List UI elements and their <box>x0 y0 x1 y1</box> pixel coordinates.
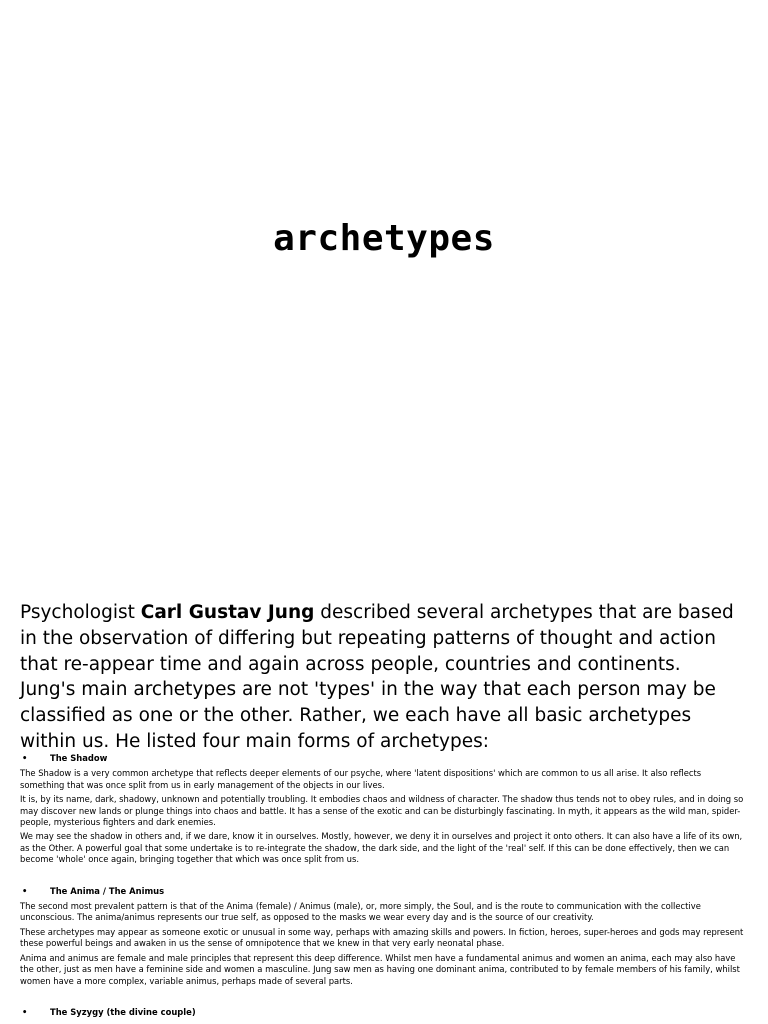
shadow-paragraph: We may see the shadow in others and, if we dare, know it in ourselves. Mostly, however, we deny it in ourselves and project it onto others. It can also have a life of its own, as the Other. A powerful goal that some undertake is to re-integrate the shadow, the dark side, and the light of the 'real' self. If this can be done effectively, then we can become 'whole' once again, bringing together that which was once split from us. <box>20 831 743 865</box>
bullet-icon: • <box>22 753 28 763</box>
section-spacer <box>20 990 748 1007</box>
intro-text <box>20 600 752 755</box>
intro-paragraph-2: Jung's main archetypes are not 'types' in the way that each person may be classified as one or the other. Rather, we each have all basic archetypes within us. He listed four main forms of archetypes: <box>20 679 716 752</box>
bullet-icon: • <box>22 1006 28 1017</box>
shadow-paragraph: The Shadow is a very common archetype that reflects deeper elements of our psyche, where 'latent dispositions' which are common to us all arise. It also reflects something that was once split from us in early management of the objects in our lives. <box>20 768 702 790</box>
section-heading-label: The Anima / The Animus <box>50 885 165 896</box>
section-spacer <box>20 869 748 886</box>
anima-paragraph: The second most prevalent pattern is that of the Anima (female) / Animus (male), or, more simply, the Soul, and is the route to communication with the collective unconscious. The anima/animus represents our true self, as opposed to the masks we wear every day and is the source of our creativity. <box>20 901 701 923</box>
section-heading-label: The Shadow <box>50 753 108 763</box>
intro-rest: described several archetypes that are based in the observation of differing but repeating patterns of thought and action that re-appear time and again across people, countries and continents. <box>20 602 734 675</box>
section-heading-anima-animus <box>20 886 748 897</box>
shadow-paragraph: It is, by its name, dark, shadowy, unknown and potentially troubling. It embodies chaos and wildness of character. The shadow thus tends not to obey rules, and in doing so may discover new lands or plunge things into chaos and battle. It has a sense of the exotic and can be disturbingly fascinating. In myth, it appears as the wild man, spider-people, mysterious fighters and dark enemies. <box>20 794 744 828</box>
intro-paragraph-1 <box>20 600 752 677</box>
anima-paragraph: Anima and animus are female and male principles that represent this deep difference. Whilst men have a fundamental animus and women an anima, each may also have the other, just as men have a feminine side and women a masculine. Jung saw men as having one dominant anima, contributed to by female members of his family, whilst women have a more complex, variable animus, perhaps made of several parts. <box>20 952 740 986</box>
section-heading-label: The Syzygy (the divine couple) <box>50 1006 196 1017</box>
slide-title: archetypes <box>273 218 495 259</box>
author-name: Carl Gustav Jung <box>140 602 315 623</box>
section-heading-shadow <box>20 753 748 764</box>
anima-paragraph: These archetypes may appear as someone exotic or unusual in some way, perhaps with amazing skills and powers. In fiction, heroes, super-heroes and gods may represent these powerful beings and awaken in us the sense of omnipotence that we knew in that very early neonatal phase. <box>20 926 744 949</box>
section-heading-syzygy <box>20 1007 748 1018</box>
intro-lead: Psychologist <box>20 602 141 623</box>
archetype-details <box>20 753 748 1022</box>
bullet-icon: • <box>22 885 28 896</box>
